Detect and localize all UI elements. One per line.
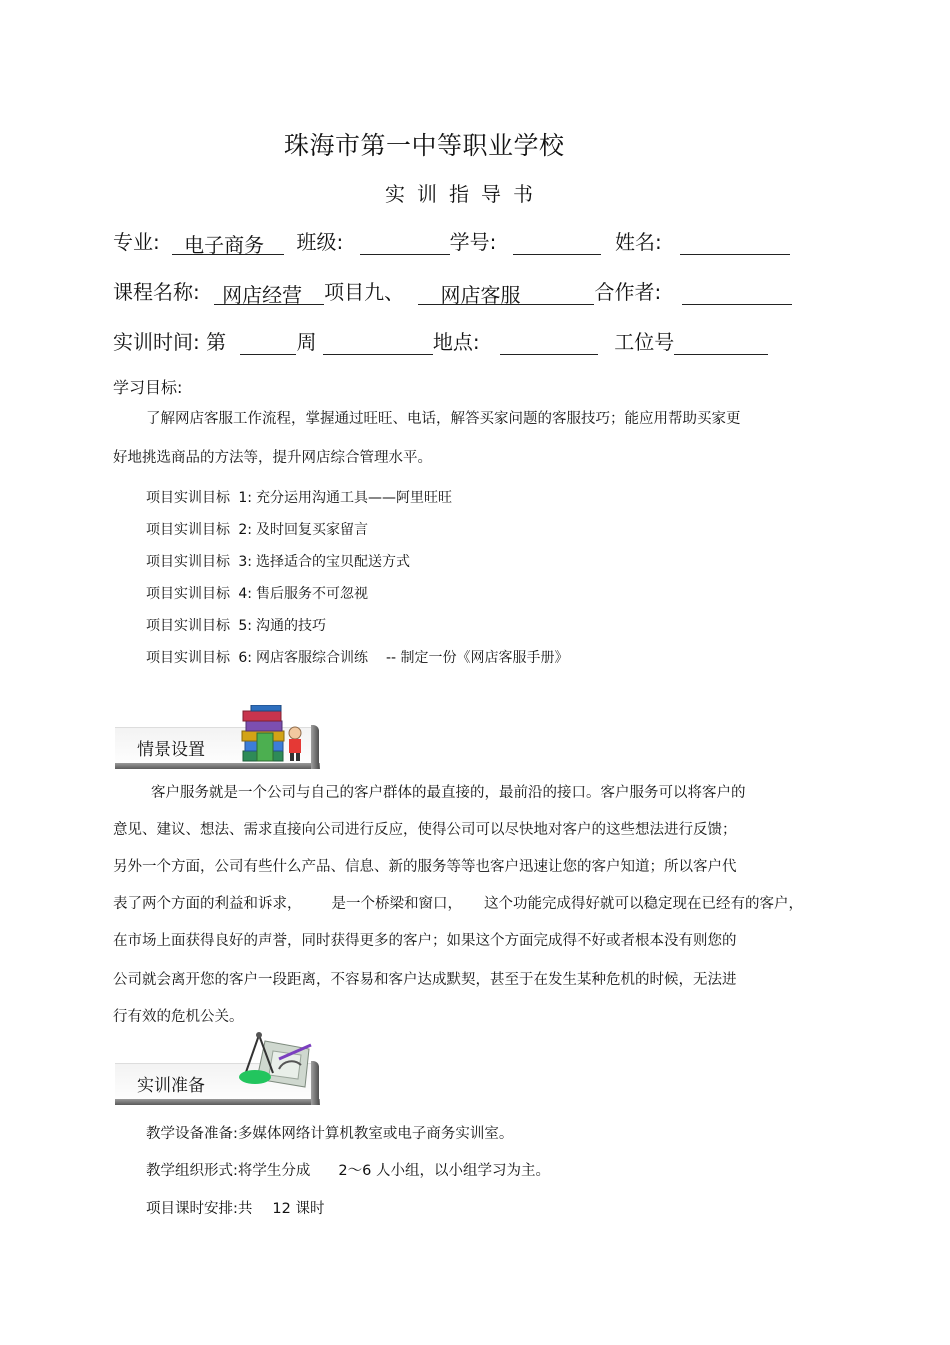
goal-label: 项目实训目标 (146, 522, 230, 538)
project-label: 项目九、 (324, 280, 405, 304)
scenario-line-7: 行有效的危机公关。 (113, 1009, 244, 1025)
station-field[interactable] (674, 330, 768, 355)
goal-label: 项目实训目标 (146, 618, 230, 634)
goal-item (146, 519, 368, 539)
books-icon (237, 705, 309, 763)
banner-shadow (115, 763, 320, 769)
place-label: 地点: (432, 330, 480, 354)
hours-value-a: 共 (237, 1201, 253, 1217)
goal-extra: -- 制定一份《网店客服手册》 (386, 650, 569, 666)
form-row-3 (113, 326, 768, 355)
hours-value-b: 12 课时 (272, 1201, 325, 1217)
scenario-line-4 (113, 897, 803, 912)
equipment-label: 教学设备准备: (146, 1126, 238, 1142)
goal-label: 项目实训目标 (146, 586, 230, 602)
goal-num: 5: (238, 618, 252, 634)
partner-field[interactable] (682, 280, 792, 305)
goals-intro-line-2: 好地挑选商品的方法等，提升网店综合管理水平。 (113, 450, 432, 466)
prep-banner (115, 1041, 325, 1105)
banner-shadow-right (311, 725, 319, 769)
hours-row (146, 1197, 324, 1218)
goal-text: 售后服务不可忽视 (256, 586, 368, 602)
scenario-line-2: 意见、建议、想法、需求直接向公司进行反应，使得公司可以尽快地对客户的这些想法进行反馈； (113, 822, 737, 838)
scenario-line-4c: 这个功能完成得好就可以稳定现在已经有的客户， (484, 896, 803, 912)
goal-text: 沟通的技巧 (256, 618, 326, 634)
scenario-line-3: 另外一个方面，公司有些什么产品、信息、新的服务等等也客户迅速让您的客户知道；所以客户代 (113, 859, 737, 875)
week-label: 周 (296, 330, 317, 354)
partner-label: 合作者: (594, 280, 662, 304)
goal-label: 项目实训目标 (146, 554, 230, 570)
goal-label: 项目实训目标 (146, 650, 230, 666)
class-field[interactable] (360, 230, 450, 255)
organization-value-a: 将学生分成 (237, 1163, 311, 1179)
goal-text: 选择适合的宝贝配送方式 (256, 554, 410, 570)
doc-title: 实训指导书 (385, 182, 545, 206)
scenario-line-5: 在市场上面获得良好的声誉，同时获得更多的客户；如果这个方面完成得不好或者根本没有则您的 (113, 933, 737, 949)
goal-item (146, 487, 452, 507)
goal-num: 4: (238, 586, 252, 602)
week-field[interactable] (240, 330, 296, 355)
drafting-tools-icon (235, 1029, 313, 1095)
organization-value-b: 2～6 人小组，以小组学习为主。 (338, 1163, 550, 1179)
goal-item (146, 551, 410, 571)
name-label: 姓名: (615, 230, 662, 254)
goal-label: 项目实训目标 (146, 490, 230, 506)
project-field[interactable] (418, 280, 594, 305)
organization-row (146, 1159, 550, 1180)
scenario-line-4b: 是一个桥梁和窗口， (331, 896, 462, 912)
time-label: 实训时间: 第 (113, 330, 227, 354)
banner-shadow (115, 1099, 320, 1105)
equipment-row (146, 1122, 513, 1143)
scenario-line-1: 客户服务就是一个公司与自己的客户群体的最直接的，最前沿的接口。客户服务可以将客户的 (151, 785, 746, 801)
goal-text: 网店客服综合训练 (256, 650, 368, 666)
goal-num: 3: (238, 554, 252, 570)
goal-num: 6: (238, 650, 252, 666)
goal-item (146, 615, 326, 635)
scenario-line-4a: 表了两个方面的利益和诉求， (113, 896, 302, 912)
form-row-1 (113, 226, 790, 255)
scenario-line-6: 公司就会离开您的客户一段距离，不容易和客户达成默契，甚至于在发生某种危机的时候，无法进 (113, 972, 737, 988)
goals-intro-line-1: 了解网店客服工作流程，掌握通过旺旺、电话，解答买家问题的客服技巧；能应用帮助买家更 (146, 411, 741, 427)
prep-banner-label: 实训准备 (137, 1076, 205, 1096)
place-field[interactable] (500, 330, 598, 355)
student-id-label: 学号: (449, 230, 497, 254)
equipment-value: 多媒体网络计算机教室或电子商务实训室。 (237, 1126, 514, 1142)
goal-item (146, 583, 368, 603)
week-extra-field[interactable] (323, 330, 433, 355)
major-field[interactable] (172, 230, 284, 255)
major-value: 电子商务 (184, 233, 265, 257)
name-field[interactable] (680, 230, 790, 255)
station-label: 工位号 (614, 330, 675, 354)
course-field[interactable] (214, 280, 324, 305)
goal-num: 1: (238, 490, 252, 506)
scenario-banner (115, 705, 325, 769)
course-value: 网店经营 (222, 283, 303, 307)
school-title: 珠海市第一中等职业学校 (284, 131, 565, 160)
student-id-field[interactable] (513, 230, 601, 255)
class-label: 班级: (296, 230, 344, 254)
goal-text: 及时回复买家留言 (256, 522, 368, 538)
project-value: 网店客服 (440, 283, 521, 307)
scenario-banner-label: 情景设置 (137, 740, 205, 760)
hours-label: 项目课时安排: (146, 1201, 238, 1217)
form-row-2 (113, 276, 792, 305)
major-label: 专业: (113, 230, 160, 254)
goal-text: 充分运用沟通工具——阿里旺旺 (256, 490, 452, 506)
goal-num: 2: (238, 522, 252, 538)
goal-item (146, 647, 569, 667)
goals-heading: 学习目标: (113, 378, 183, 397)
organization-label: 教学组织形式: (146, 1163, 238, 1179)
course-label: 课程名称: (113, 280, 200, 304)
